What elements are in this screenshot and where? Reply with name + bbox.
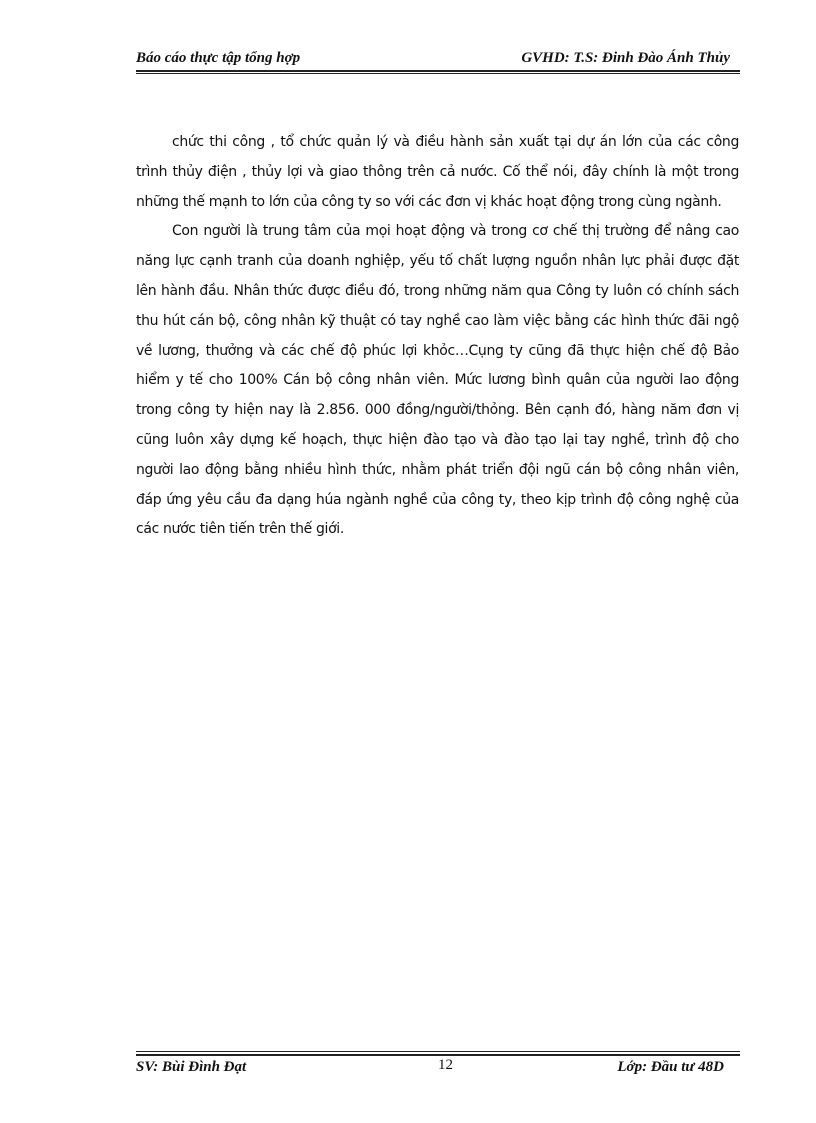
footer-class: Lớp: Đầu tư 48D bbox=[617, 1059, 724, 1075]
page-number: 12 bbox=[438, 1057, 453, 1073]
header-rule-thin bbox=[136, 73, 740, 74]
header-supervisor: GVHD: T.S: Đinh Đào Ánh Thủy bbox=[521, 50, 730, 66]
page-header bbox=[136, 50, 740, 70]
paragraph-continuation: chức thi công , tổ chức quản lý và điều hành sản xuất tại dự án lớn của các công trình thủy điện , thủy lợi và giao thông trên cả nước. Cố thể nói, đây chính là một trong những thế mạnh to lớn của công ty so với các đơn vị khác hoạt động trong cùng ngành. bbox=[136, 134, 739, 210]
footer-rule-thin bbox=[136, 1051, 740, 1052]
footer-rule bbox=[136, 1054, 740, 1056]
body-text bbox=[136, 128, 739, 545]
page-footer bbox=[136, 1057, 740, 1077]
paragraph-human-resources: Con người là trung tâm của mọi hoạt động và trong cơ chế thị trường để nâng cao năng lực cạnh tranh của doanh nghiệp, yếu tố chất lượng nguồn nhân lực phải được đặt lên hành đầu. Nhân thức được điều đó, trong những năm qua Công ty luôn có chính sách thu hút cán bộ, công nhân kỹ thuật có tay nghề cao làm việc bằng các hình thức đãi ngộ về lương, thưởng và các chế độ phúc lợi khỏc…Cụng ty cũng đã thực hiện chế độ Bảo hiểm y tế cho 100% Cán bộ công nhân viên. Mức lương bình quân của người lao động trong công ty hiện nay là 2.856. 000 đồng/người/thỏng. Bên cạnh đó, hàng năm đơn vị cũng luôn xây dựng kế hoạch, thực hiện đào tạo và đào tạo lại tay nghề, trình độ cho người lao động bằng nhiều hình thức, nhằm phát triển đội ngũ cán bộ công nhân viên, đáp ứng yêu cầu đa dạng húa ngành nghề của công ty, theo kịp trình độ công nghệ của các nước tiên tiến trên thế giới. bbox=[136, 223, 739, 538]
header-report-title: Báo cáo thực tập tổng hợp bbox=[136, 50, 301, 66]
header-rule bbox=[136, 70, 740, 72]
footer-student: SV: Bùi Đình Đạt bbox=[136, 1059, 247, 1075]
